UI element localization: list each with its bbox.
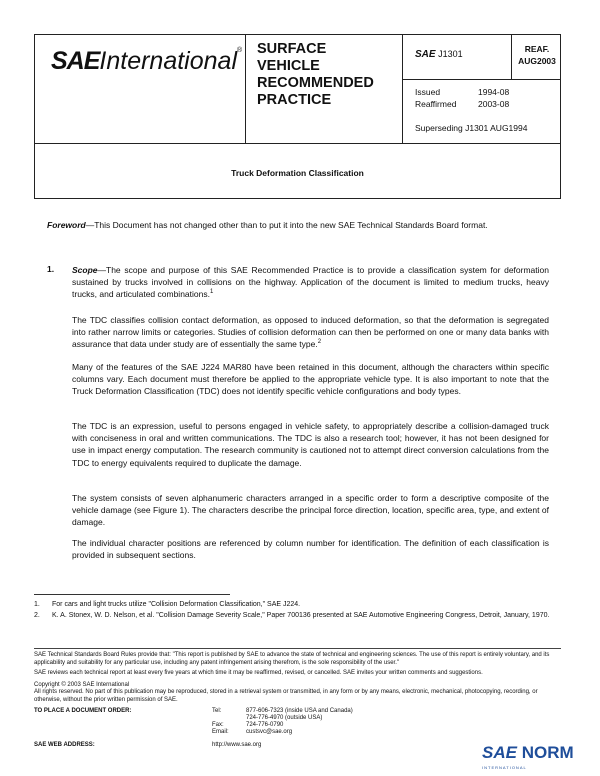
issued-date: 1994-08 (478, 87, 510, 97)
sae-international-logo: SAEInternational® (51, 47, 243, 75)
copyright: Copyright © 2003 SAE International (34, 682, 130, 688)
tel-number[interactable]: 877-606-7323 (inside USA and Canada) (246, 708, 353, 714)
fax-number: 724-776-0790 (246, 722, 284, 728)
email-label: Email: (212, 729, 229, 735)
document-title: Truck Deformation Classification (231, 168, 364, 178)
superseding-note: Superseding J1301 AUG1994 (415, 123, 528, 133)
document-type: SURFACE VEHICLE RECOMMENDED PRACTICE (257, 41, 374, 108)
foreword-heading: Foreword (47, 220, 86, 230)
email-link[interactable]: custsvc@sae.org (246, 729, 293, 735)
order-label: TO PLACE A DOCUMENT ORDER: (34, 708, 132, 714)
tel-label: Tel: (212, 708, 222, 714)
paragraph: The system consists of seven alphanumeric characters arranged in a specific order to form a descriptive composite of the vehicle damage (see Figure 1). The characters describe the principal force direction, location, specific area, type, and extent of damage. (72, 493, 549, 528)
web-label: SAE WEB ADDRESS: (34, 742, 95, 748)
review-note: SAE reviews each technical report at least every five years at which time it may be reaffirmed, revised, or cancelled. SAE invites your written comments and suggestions. (34, 670, 483, 676)
document-header (34, 34, 561, 144)
foreword-paragraph: Foreword—This Document has not changed other than to put it into the new SAE Technical Standards Board format. (47, 220, 488, 230)
title-box (34, 144, 561, 199)
paragraph: Many of the features of the SAE J224 MAR80 have been retained in this document, although the characters within specific columns vary. Each document must therefore be applied to the appropriate vehicle type. It is also important to note that the Truck Deformation Classification (TDC) does not identify specific vehicle configurations and body types. (72, 362, 549, 397)
sae-norm-subtitle: INTERNATIONAL (482, 765, 527, 770)
document-number: SAE J1301 (415, 49, 463, 60)
footnote-number: 1. (34, 601, 40, 608)
rights-notice: All rights reserved. No part of this publication may be reproduced, stored in a retrieval system or transmitted, in any form or by any means, electronic, mechanical, photocopying, recording, or otherwise, without the prior written permission of SAE. (34, 689, 538, 703)
scope-heading: Scope (72, 265, 98, 275)
header-rule (402, 79, 560, 80)
scope-paragraph: Scope—The scope and purpose of this SAE Recommended Practice is to provide a classification system for deformation sustained by trucks involved in collisions on the highway. Application of the document is limited to medium trucks, heavy trucks, and articulated combinations.$^1$ (72, 265, 549, 300)
paragraph: The TDC classifies collision contact deformation, as opposed to induced deformation, so that the deformation is segregated into rather narrow limits or categories. Studies of collision deformation can then be performed on one or many data banks with assurance that data under study are of essentially the same type.$^2$ (72, 315, 549, 350)
reaffirmed-label: Reaffirmed (415, 99, 457, 109)
web-link[interactable]: http://www.sae.org (212, 742, 262, 748)
footnote-ref: 1 (209, 289, 214, 296)
header-divider (402, 35, 403, 143)
section-number: 1. (47, 264, 55, 274)
sae-norm-stamp: SAE NORM (482, 743, 574, 762)
reaffirmed-date: 2003-08 (478, 99, 510, 109)
reaffirmation-stamp: REAF. AUG2003 (518, 44, 556, 66)
paragraph: The individual character positions are referenced by column number for identification. The definition of each classification is provided in subsequent sections. (72, 538, 549, 561)
header-divider (245, 35, 246, 143)
fax-label: Fax: (212, 722, 224, 728)
footnote-text: K. A. Stonex, W. D. Nelson, et al. "Collision Damage Severity Scale," Paper 700136 presented at SAE Automotive Engineering Congress, Detroit, January, 1970. (52, 612, 550, 619)
footer-rule (34, 648, 561, 649)
paragraph: The TDC is an expression, useful to persons engaged in vehicle safety, to appropriately describe a collision-damaged truck with conciseness in oral and written communications. The TDC is also a research tool; however, it has not been designed for use in impact energy computation. The research community is cautioned not to attempt direct conversion calculations from the TDC to energy equivalents required to duplicate the damage. (72, 421, 549, 468)
footnote-text: For cars and light trucks utilize "Collision Deformation Classification," SAE J224. (52, 601, 301, 608)
footnote-number: 2. (34, 612, 40, 619)
tel-number[interactable]: 724-776-4970 (outside USA) (246, 715, 323, 721)
issued-label: Issued (415, 87, 441, 97)
board-rules: SAE Technical Standards Board Rules provide that: "This report is published by SAE to advance the state of technical and engineering sciences. The use of this report is entirely voluntary, and its applicability and suitability for any particular use, including any patent infringement arising therefrom, is the sole responsibility of the user." (34, 652, 550, 666)
footnote-ref: 2 (317, 339, 322, 346)
footnote-rule (34, 594, 230, 595)
